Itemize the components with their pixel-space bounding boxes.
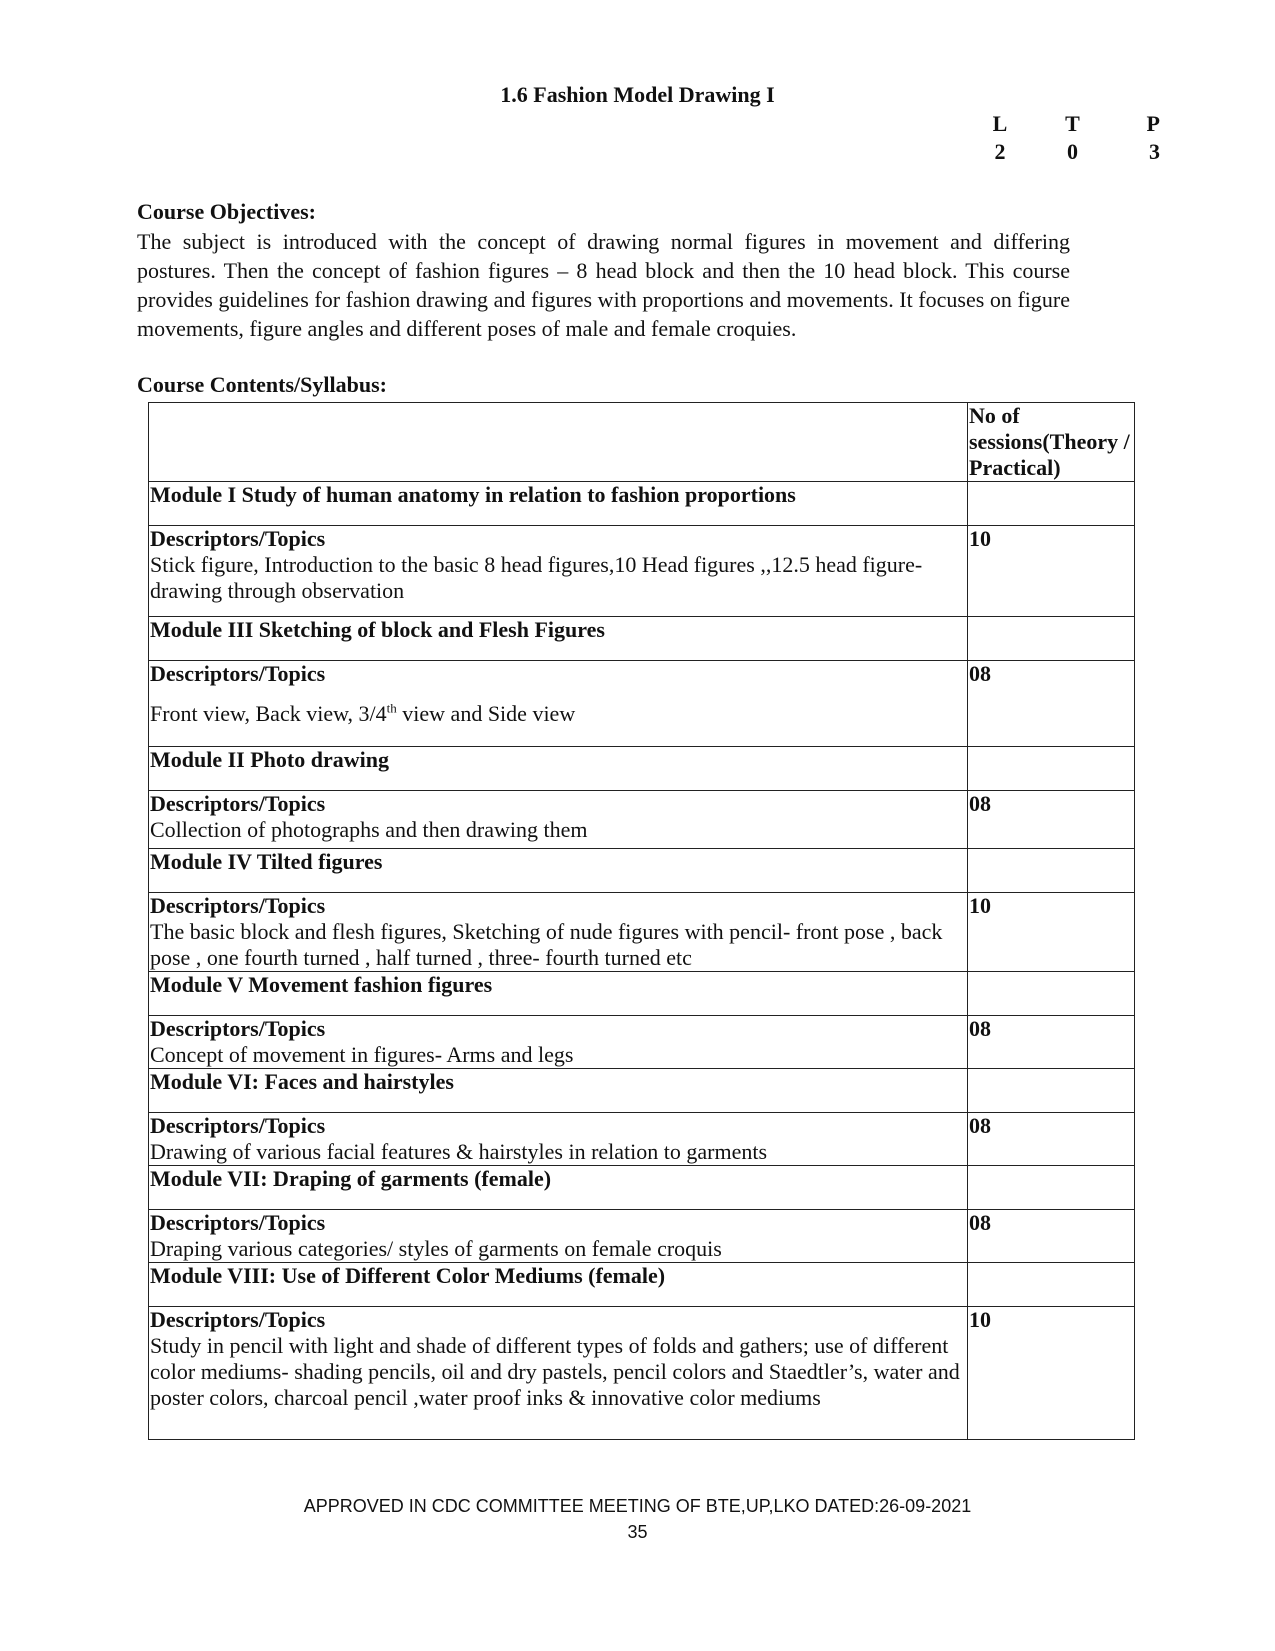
- ltp-header-t: T: [1065, 111, 1080, 136]
- topics-text: Draping various categories/ styles of garments on female croquis: [150, 1236, 722, 1261]
- module-sessions-empty: [968, 1069, 1135, 1113]
- descriptors-label: Descriptors/Topics: [150, 1307, 326, 1332]
- module-title: Module VI: Faces and hairstyles: [149, 1069, 968, 1113]
- sessions-count: 10: [968, 526, 1135, 617]
- sessions-count: 08: [968, 1113, 1135, 1166]
- topics-cell: [149, 1016, 968, 1069]
- module-sessions-empty: [968, 747, 1135, 791]
- ltp-credits: [985, 110, 1160, 166]
- ltp-header-l: L: [992, 111, 1008, 136]
- module-row: [149, 849, 1135, 893]
- sessions-count: 08: [968, 791, 1135, 849]
- table-header-row: [149, 403, 1135, 482]
- descriptors-label: Descriptors/Topics: [150, 1210, 326, 1235]
- ltp-value-l: 2: [994, 139, 1006, 164]
- sessions-count: 10: [968, 1307, 1135, 1440]
- module-row: [149, 617, 1135, 661]
- topics-row: [149, 526, 1135, 617]
- ltp-header-row: [985, 110, 1160, 138]
- course-objectives-heading: Course Objectives:: [137, 199, 317, 224]
- topics-row: [149, 893, 1135, 972]
- module-sessions-empty: [968, 1166, 1135, 1210]
- syllabus-table: [148, 402, 1135, 1440]
- ltp-value-p: 3: [1149, 139, 1160, 164]
- module-row: [149, 1069, 1135, 1113]
- module-title: Module VII: Draping of garments (female): [149, 1166, 968, 1210]
- header-empty-cell: [149, 403, 968, 482]
- module-row: [149, 972, 1135, 1016]
- approval-note: APPROVED IN CDC COMMITTEE MEETING OF BTE,UP,LKO DATED:26-09-2021: [303, 1496, 972, 1516]
- topics-row: [149, 791, 1135, 849]
- module-title: Module III Sketching of block and Flesh Figures: [149, 617, 968, 661]
- topics-text: Concept of movement in figures- Arms and legs: [150, 1042, 574, 1067]
- module-sessions-empty: [968, 1263, 1135, 1307]
- descriptors-label: Descriptors/Topics: [150, 1016, 326, 1041]
- module-title: Module II Photo drawing: [149, 747, 968, 791]
- module-sessions-empty: [968, 849, 1135, 893]
- topics-text-end: view and Side view: [396, 701, 576, 726]
- page-title: 1.6 Fashion Model Drawing I: [500, 82, 775, 107]
- topics-row: [149, 1113, 1135, 1166]
- topics-text-start: Front view, Back view, 3/4: [150, 701, 387, 726]
- descriptors-label: Descriptors/Topics: [150, 1113, 326, 1138]
- topics-row: [149, 1016, 1135, 1069]
- topics-cell: [149, 661, 968, 747]
- sessions-count: 08: [968, 661, 1135, 747]
- module-row: [149, 1263, 1135, 1307]
- module-row: [149, 482, 1135, 526]
- module-row: [149, 747, 1135, 791]
- page-footer: [0, 1493, 1275, 1545]
- module-sessions-empty: [968, 972, 1135, 1016]
- module-row: [149, 1166, 1135, 1210]
- sessions-count: 08: [968, 1210, 1135, 1263]
- module-title: Module VIII: Use of Different Color Mediums (female): [149, 1263, 968, 1307]
- module-sessions-empty: [968, 617, 1135, 661]
- course-contents-heading: Course Contents/Syllabus:: [137, 372, 387, 397]
- sessions-count: 08: [968, 1016, 1135, 1069]
- topics-cell: [149, 1210, 968, 1263]
- module-sessions-empty: [968, 482, 1135, 526]
- topics-cell: [149, 1307, 968, 1440]
- ltp-header-p: P: [1146, 111, 1160, 136]
- descriptors-label: Descriptors/Topics: [150, 791, 326, 816]
- sessions-count: 10: [968, 893, 1135, 972]
- descriptors-label: Descriptors/Topics: [150, 893, 326, 918]
- sessions-header: No of sessions(Theory / Practical): [968, 403, 1135, 482]
- topics-row: [149, 1210, 1135, 1263]
- page-number: 35: [627, 1522, 648, 1542]
- descriptors-label: Descriptors/Topics: [150, 661, 326, 686]
- topics-row: [149, 661, 1135, 747]
- topics-text: Stick figure, Introduction to the basic 8 head figures,10 Head figures ,,12.5 head figure-drawing through observation: [150, 552, 923, 603]
- module-title: Module IV Tilted figures: [149, 849, 968, 893]
- topics-cell: [149, 526, 968, 617]
- course-objectives-text: The subject is introduced with the concept of drawing normal figures in movement and differing postures. Then the concept of fashion figures – 8 head block and then the 10 head block. This course provides guidelines for fashion drawing and figures with proportions and movements. It focuses on figure movements, figure angles and different poses of male and female croquies.: [137, 229, 1070, 341]
- module-title: Module I Study of human anatomy in relation to fashion proportions: [149, 482, 968, 526]
- topics-superscript: th: [386, 700, 397, 716]
- topics-cell: [149, 1113, 968, 1166]
- topics-text: Drawing of various facial features & hairstyles in relation to garments: [150, 1139, 768, 1164]
- descriptors-label: Descriptors/Topics: [150, 526, 326, 551]
- ltp-value-row: [985, 138, 1160, 166]
- ltp-value-t: 0: [1067, 139, 1078, 164]
- topics-row: [149, 1307, 1135, 1440]
- topics-cell: [149, 893, 968, 972]
- module-title: Module V Movement fashion figures: [149, 972, 968, 1016]
- topics-text: Study in pencil with light and shade of different types of folds and gathers; use of different color mediums- shading pencils, oil and dry pastels, pencil colors and Staedtler’s, water and poster colors, charcoal pencil ,water proof inks & innovative color mediums: [150, 1333, 960, 1410]
- topics-cell: [149, 791, 968, 849]
- topics-text: The basic block and flesh figures, Sketching of nude figures with pencil- front pose , back pose , one fourth turned , half turned , three- fourth turned etc: [150, 919, 943, 970]
- topics-text: [150, 701, 966, 727]
- topics-text: Collection of photographs and then drawing them: [150, 817, 588, 842]
